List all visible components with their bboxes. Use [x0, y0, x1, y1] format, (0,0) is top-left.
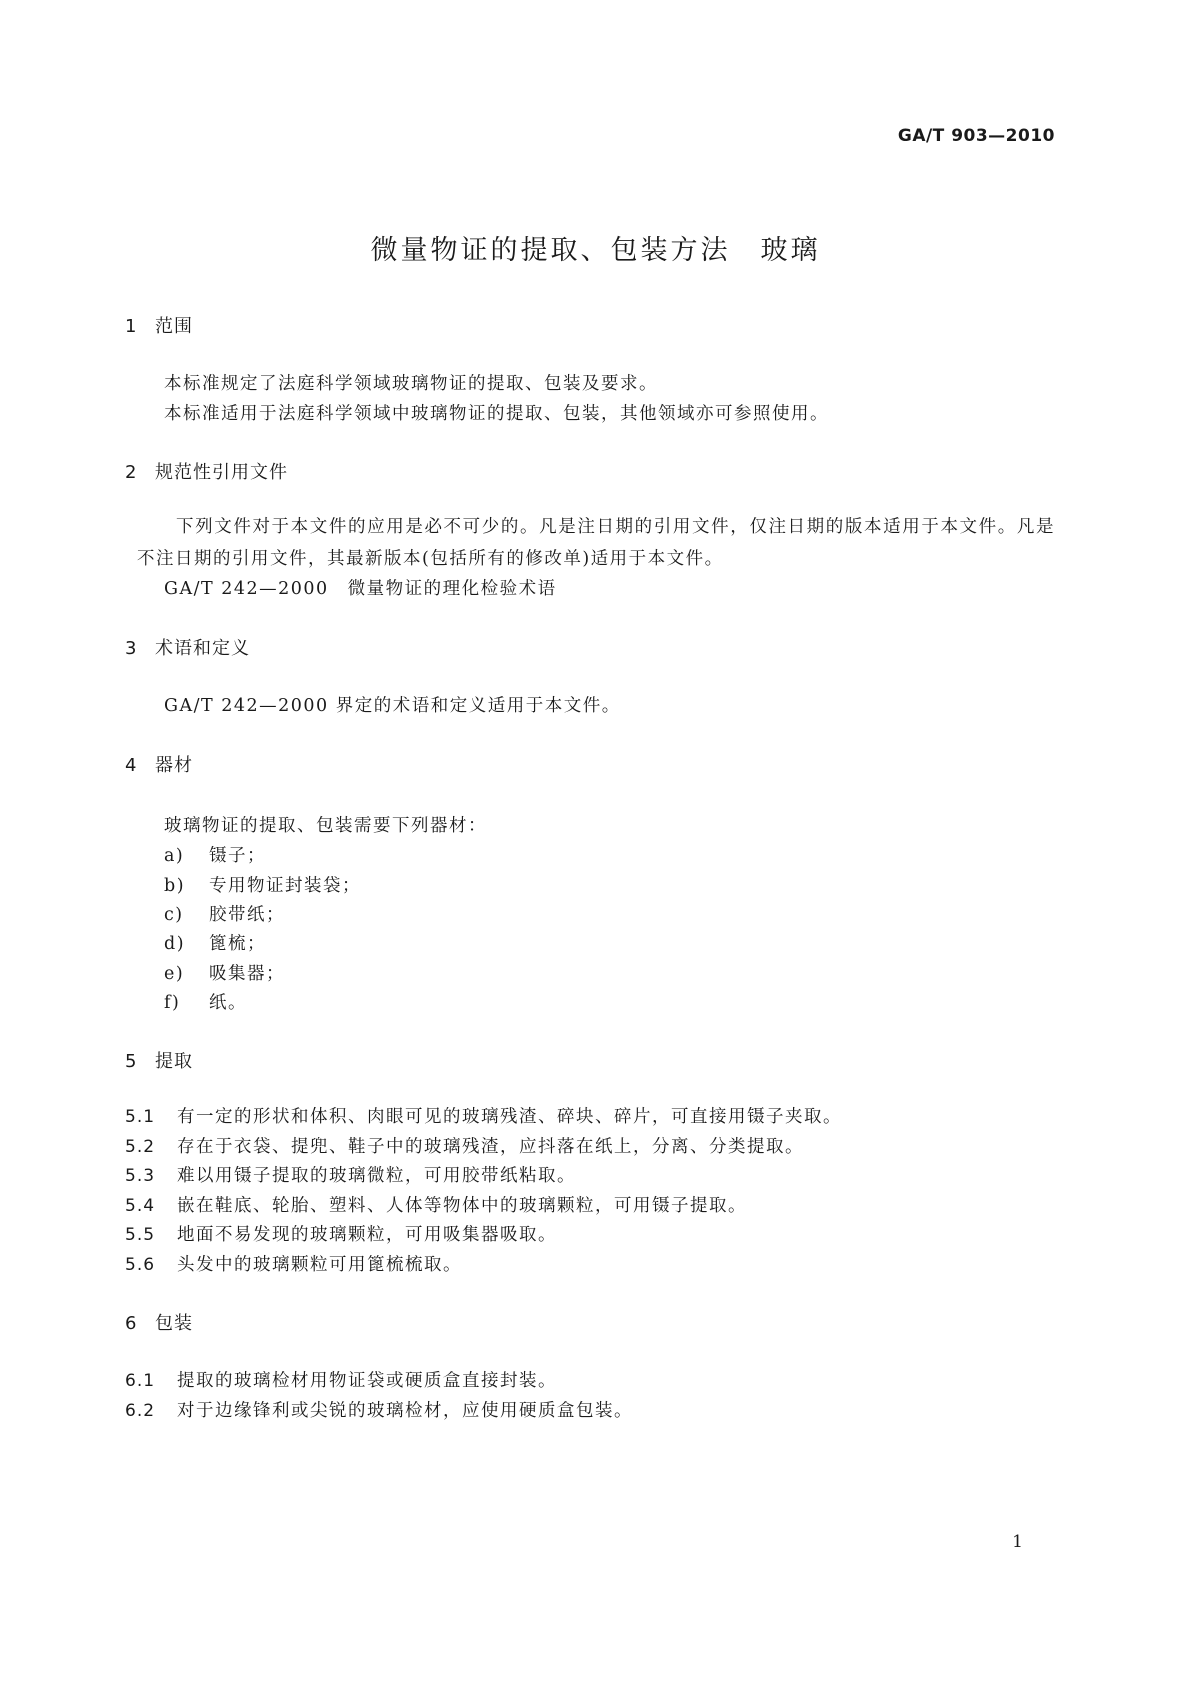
- list-item: [164, 901, 285, 926]
- section-heading-3: [125, 634, 250, 660]
- paragraph: 下列文件对于本文件的应用是必不可少的。凡是注日期的引用文件，仅注日期的版本适用于本文件。凡是不注日期的引用文件，其最新版本(包括所有的修改单)适用于本文件。: [137, 517, 1055, 569]
- clause-number: 5.1: [125, 1107, 156, 1127]
- section-heading-4: [125, 751, 193, 777]
- section-number: 3: [125, 638, 138, 659]
- section-heading-1: [125, 312, 193, 338]
- clause-number: 5.4: [125, 1196, 156, 1216]
- list-label: a): [164, 846, 185, 866]
- list-text: 胶带纸；: [209, 905, 285, 925]
- section-title: 规范性引用文件: [155, 462, 288, 483]
- normative-reference: GA/T 242—2000 微量物证的理化检验术语: [164, 579, 557, 599]
- clause-number: 6.2: [125, 1401, 156, 1421]
- section-title: 术语和定义: [155, 638, 250, 659]
- list-text: 镊子；: [209, 846, 266, 866]
- clause-number: 6.1: [125, 1371, 156, 1391]
- clause-5-3: [125, 1162, 576, 1187]
- clause-5-5: [125, 1221, 557, 1246]
- section-heading-6: [125, 1309, 193, 1335]
- paragraph: 本标准规定了法庭科学领域玻璃物证的提取、包装及要求。: [164, 374, 658, 394]
- list-item: [164, 842, 266, 867]
- clause-text: 有一定的形状和体积、肉眼可见的玻璃残渣、碎块、碎片，可直接用镊子夹取。: [177, 1107, 842, 1127]
- section-number: 1: [125, 316, 138, 337]
- clause-text: 存在于衣袋、提兜、鞋子中的玻璃残渣，应抖落在纸上，分离、分类提取。: [177, 1137, 804, 1157]
- section-number: 6: [125, 1313, 138, 1334]
- list-item: [164, 872, 361, 897]
- list-text: 纸。: [209, 993, 247, 1013]
- list-item: [164, 989, 247, 1014]
- clause-6-1: [125, 1367, 557, 1392]
- list-label: b): [164, 876, 186, 896]
- clause-text: 提取的玻璃检材用物证袋或硬质盒直接封装。: [177, 1371, 557, 1391]
- section-title: 提取: [155, 1051, 193, 1072]
- paragraph: GA/T 242—2000 界定的术语和定义适用于本文件。: [164, 696, 621, 716]
- section-number: 5: [125, 1051, 138, 1072]
- clause-text: 难以用镊子提取的玻璃微粒，可用胶带纸粘取。: [177, 1166, 576, 1186]
- list-item: [164, 930, 266, 955]
- clause-5-1: [125, 1103, 842, 1128]
- clause-number: 5.3: [125, 1166, 156, 1186]
- list-label: e): [164, 964, 185, 984]
- list-intro: 玻璃物证的提取、包装需要下列器材：: [164, 816, 487, 836]
- clause-number: 5.5: [125, 1225, 156, 1245]
- section-title: 器材: [155, 755, 193, 776]
- section-heading-2: [125, 458, 288, 484]
- clause-text: 地面不易发现的玻璃颗粒，可用吸集器吸取。: [177, 1225, 557, 1245]
- list-item: [164, 960, 285, 985]
- section-title: 范围: [155, 316, 193, 337]
- section-number: 4: [125, 755, 138, 776]
- page-number: 1: [1012, 1532, 1023, 1552]
- clause-6-2: [125, 1397, 633, 1422]
- list-label: c): [164, 905, 184, 925]
- list-label: d): [164, 934, 186, 954]
- list-text: 篦梳；: [209, 934, 266, 954]
- clause-text: 嵌在鞋底、轮胎、塑料、人体等物体中的玻璃颗粒，可用镊子提取。: [177, 1196, 747, 1216]
- list-text: 吸集器；: [209, 964, 285, 984]
- paragraph: 本标准适用于法庭科学领域中玻璃物证的提取、包装，其他领域亦可参照使用。: [164, 404, 829, 424]
- section-heading-5: [125, 1047, 193, 1073]
- clause-text: 对于边缘锋利或尖锐的玻璃检材，应使用硬质盒包装。: [177, 1401, 633, 1421]
- section-number: 2: [125, 462, 138, 483]
- document-number: GA/T 903—2010: [897, 126, 1055, 146]
- section-title: 包装: [155, 1313, 193, 1334]
- list-text: 专用物证封装袋；: [209, 876, 361, 896]
- clause-number: 5.2: [125, 1137, 156, 1157]
- clause-5-2: [125, 1133, 804, 1158]
- clause-5-6: [125, 1251, 462, 1276]
- clause-number: 5.6: [125, 1255, 156, 1275]
- list-label: f): [164, 993, 181, 1013]
- clause-5-4: [125, 1192, 747, 1217]
- clause-text: 头发中的玻璃颗粒可用篦梳梳取。: [177, 1255, 462, 1275]
- page-title: 微量物证的提取、包装方法 玻璃: [370, 235, 821, 266]
